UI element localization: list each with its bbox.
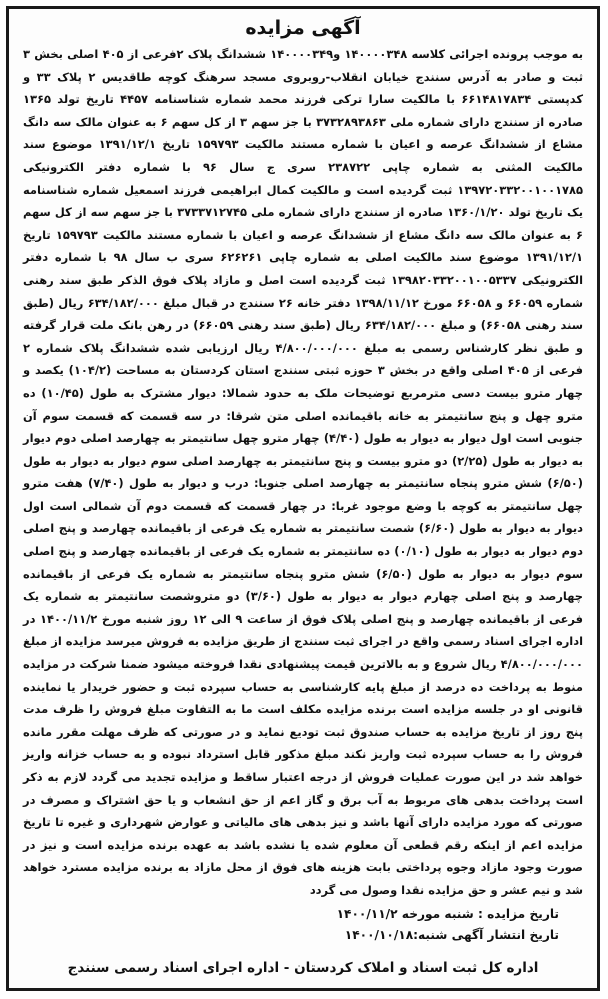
issuing-office: اداره کل ثبت اسناد و املاک کردستان - اداره اجرای اسناد رسمی سنندج (67, 960, 539, 976)
publish-date: تاریخ انتشار آگهی شنبه:۱۴۰۰/۱۰/۱۸ (344, 927, 559, 942)
auction-notice (6, 6, 600, 991)
notice-title: آگهی مزایده (245, 17, 361, 39)
auction-date: تاریخ مزایده : شنبه مورخه ۱۴۰۰/۱۱/۲ (336, 906, 559, 921)
notice-body: به موجب پرونده اجرائی کلاسه ۱۴۰۰۰۰۳۴۸ و۱۴۰۰۰۰۳۴۹ ششدانگ پلاک ۲فرعی از ۴۰۵ اصلی بخش ۳ ثبت و صادر به آدرس سنندج خیابان انقلاب-روبروی مسجد سرهنگ کوچه طاقدیس ۲ پلاک ۳۳ و کدپستی ۶۶۱۴۸۱۷۸۳۴ با مالکیت سارا ترکی فرزند محمد شماره شناسنامه ۴۴۵۷ تاریخ تولد ۱۳۶۵ صادره از سنندج دارای شماره ملی ۳۷۳۲۸۹۳۸۶۳ با جز سهم ۳ از کل سهم ۶ به عنوان مالک سه دانگ مشاع از ششدانگ عرصه و اعیان با شماره مستند مالکیت ۱۵۹۷۹۳ تاریخ ۱۳۹۱/۱۲/۱ موضوع سند مالکیت المثنی به شماره چاپی ۲۳۸۷۲۲ سری ج سال ۹۶ با شماره دفتر الکترونیکی ۱۳۹۷۲۰۳۳۲۰۰۱۰۰۱۷۸۵ ثبت گردیده است و مالکیت کمال ابراهیمی فرزند اسمعیل شماره شناسنامه یک تاریخ تولد ۱۳۶۰/۱/۲۰ صادره از سنندج دارای شماره ملی ۳۷۳۳۷۱۲۷۴۵ با جز سهم سه از کل سهم ۶ به عنوان مالک سه دانگ مشاع از ششدانگ عرصه و اعیان با شماره مستند مالکیت ۱۵۹۷۹۳ تاریخ ۱۳۹۱/۱۲/۱ موضوع سند مالکیت اصلی به شماره چاپی ۶۲۶۲۶۱ سری ب سال ۹۸ با شماره دفتر الکترونیکی ۱۳۹۸۲۰۳۳۲۰۰۱۰۰۵۳۳۷ ثبت گردیده است اصل و مازاد پلاک فوق الذکر طبق سند رهنی شماره ۶۶۰۵۹ و ۶۶۰۵۸ مورخ ۱۳۹۸/۱۱/۱۲ دفتر خانه ۲۶ سنندج در قبال مبلغ ۶۳۴/۱۸۲/۰۰۰ ریال (طبق سند رهنی ۶۶۰۵۸) و مبلغ ۶۳۴/۱۸۲/۰۰۰ ریال (طبق سند رهنی ۶۶۰۵۹) در رهن بانک ملت قرار گرفته و طبق نظر کارشناس رسمی به مبلغ ۴/۸۰۰/۰۰۰/۰۰۰ ریال ارزیابی شده ششدانگ پلاک شماره ۲ فرعی از ۴۰۵ اصلی واقع در بخش ۳ حوزه ثبتی سنندج استان کردستان به مساحت (۱۰۴/۲) یکصد و چهار مترو بیست دسی مترمربع توضیحات ملک به حدود شمالا: دیوار مشترک به طول (۱۰/۴۵) ده مترو چهل و پنج سانتیمتر به خانه باقیمانده اصلی متن شرقا: در سه قسمت که قسمت سوم آن جنوبی است اول دیوار به دیوار به طول (۴/۴۰) چهار مترو چهل سانتیمتر به چهارصد اصلی دوم دیوار به دیوار به طول (۲/۲۵) دو مترو بیست و پنج سانتیمتر به چهارصد اصلی سوم دیوار به دیوار به طول (۶/۵۰) شش مترو پنجاه سانتیمتر به چهارصد اصلی جنوبا: درب و دیوار به طول (۷/۴۰) هفت مترو چهل سانتیمتر به کوچه با وضع موجود غربا: در چهار قسمت که قسمت دوم آن شمالی است اول دیوار به دیوار به طول (۶/۶۰) شصت سانتیمتر به شماره یک فرعی از باقیمانده چهارصد و پنج اصلی دوم دیوار به دیوار به طول (۰/۱۰) ده سانتیمتر به شماره یک فرعی از باقیمانده چهارصد و پنج اصلی سوم دیوار به دیوار به طول (۶/۵۰) شش مترو پنجاه سانتیمتر به شماره یک فرعی از باقیمانده چهارصد و پنج اصلی چهارم دیوار به دیوار به طول (۳/۶۰) دو متروشصت سانتیمتر به شماره یک فرعی از باقیمانده چهارصد و پنج اصلی پلاک فوق از ساعت ۹ الی ۱۲ روز شنبه مورخ ۱۴۰۰/۱۱/۲ در اداره اجرای اسناد رسمی واقع در اجرای ثبت سنندج از طریق مزایده به فروش میرسد مزایده از مبلغ ۴/۸۰۰/۰۰۰/۰۰۰ ریال شروع و به بالاترین قیمت پیشنهادی نقدا فروخته میشود ضمنا شرکت در مزایده منوط به پرداخت ده درصد از مبلغ پایه کارشناسی به حساب سپرده ثبت و حضور خریدار یا نماینده قانونی او در جلسه مزایده است برنده مزایده مکلف است ما به التفاوت مبلغ فروش را ظرف مدت پنج روز از تاریخ مزایده به حساب صندوق ثبت تودیع نماید و در صورتی که ظرف مهلت مقرر مانده فروش را به حساب سپرده ثبت واریز نکند مبلغ مذکور قابل استرداد نبوده و به حساب خزانه واریز خواهد شد در این صورت عملیات فروش از درجه اعتبار ساقط و مزایده تجدید می گردد لازم به ذکر است پرداخت بدهی های مربوط به آب برق و گاز اعم از حق انشعاب و یا حق اشتراک و مصرف در صورتی که مورد مزایده دارای آنها باشد و نیز بدهی های مالیاتی و عوارض شهرداری و غیره تا تاریخ مزایده اعم از اینکه رقم قطعی آن معلوم شده یا نشده باشد به عهده برنده مزایده است و نیز در صورت وجود مازاد وجوه پرداختی بابت هزینه های فوق از محل مازاد به برنده مزایده مسترد خواهد شد و نیم عشر و حق مزایده نقدا وصول می گردد (23, 47, 584, 897)
notice-dates (23, 904, 583, 946)
